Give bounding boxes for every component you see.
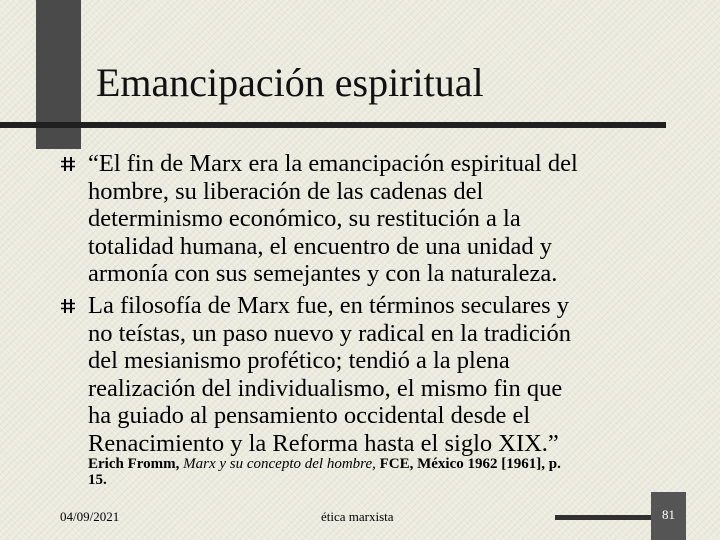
paragraph-line: La filosofía de Marx fue, en términos seculares y	[88, 292, 569, 319]
citation	[88, 456, 658, 488]
footer-center-text: ética marxista	[321, 509, 394, 524]
citation-details: FCE, México 1962 [1961], p.	[375, 456, 561, 472]
citation-author: Erich Fromm,	[88, 456, 184, 472]
slide-title: Emancipación espiritual	[96, 60, 484, 105]
paragraph-line: ha guiado al pensamiento occidental desde el	[88, 402, 531, 429]
citation-page: 15.	[88, 472, 107, 488]
bullet-paragraph-2	[88, 292, 658, 457]
bullet-paragraph-1	[88, 150, 658, 288]
page-number: 81	[662, 507, 675, 522]
paragraph-line: “El fin de Marx era la emancipación espiritual del	[88, 150, 578, 177]
citation-work-title: Marx y su concepto del hombre,	[183, 456, 376, 472]
footer-divider-bar	[555, 515, 651, 520]
paragraph-line: armonía con sus semejantes y con la naturaleza.	[88, 260, 558, 287]
paragraph-line: totalidad humana, el encuentro de una unidad y	[88, 232, 552, 260]
paragraph-line: realización del individualismo, el mismo fin que	[88, 374, 563, 402]
paragraph-line: no teístas, un paso nuevo y radical en la tradición	[88, 319, 572, 347]
paragraph-line: hombre, su liberación de las cadenas del	[88, 177, 484, 205]
hash-bullet-icon	[60, 298, 76, 314]
footer-date: 04/09/2021	[60, 509, 120, 524]
hash-bullet-icon	[60, 156, 76, 172]
paragraph-line: del mesianismo profético; tendió a la plena	[88, 347, 510, 374]
paragraph-line: determinismo económico, su restitución a la	[88, 205, 521, 232]
paragraph-line: Renacimiento y la Reforma hasta el siglo XIX.”	[88, 429, 559, 457]
citation-line	[88, 456, 658, 472]
title-underline-bar	[0, 122, 666, 128]
